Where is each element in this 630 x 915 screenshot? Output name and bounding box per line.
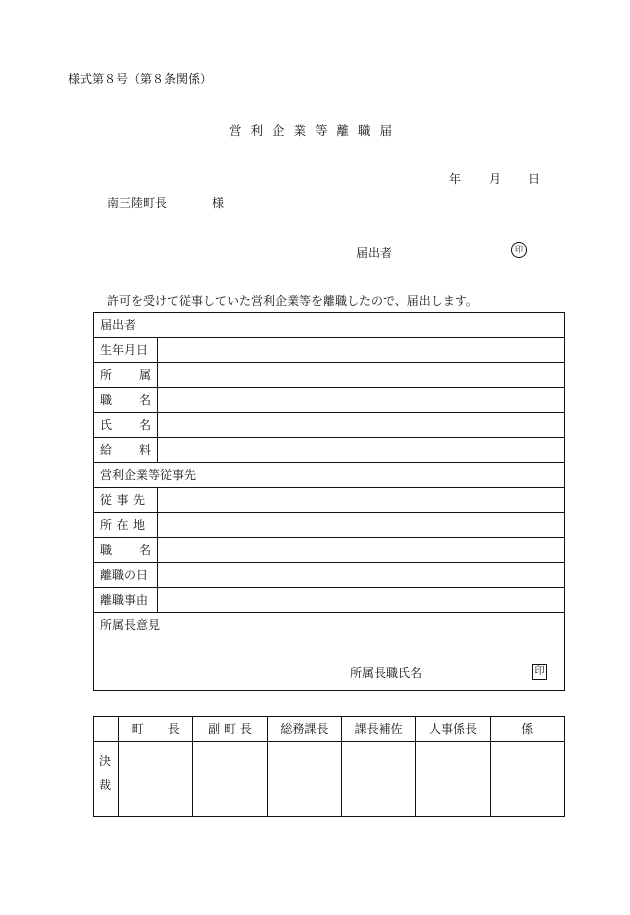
approval-column-header: 人事係長	[416, 717, 489, 742]
employer-field[interactable]	[158, 488, 564, 512]
label-char: 地	[132, 518, 145, 532]
approval-column	[416, 717, 490, 816]
table-row	[94, 488, 564, 513]
label-char: 名	[138, 418, 151, 432]
name-field[interactable]	[158, 413, 564, 437]
main-form-table	[93, 312, 565, 691]
approval-column-header: 課長補佐	[342, 717, 415, 742]
opinion-sign-label: 所属長職氏名	[350, 666, 423, 680]
opinion-label: 所属長意見	[100, 618, 161, 632]
label-char: 職	[100, 393, 113, 407]
form-number: 様式第８号（第８条関係）	[68, 72, 213, 86]
label-char: 名	[138, 543, 151, 557]
table-row	[94, 563, 564, 588]
label-char: 属	[138, 368, 151, 382]
row-label	[94, 538, 158, 562]
address-field[interactable]	[158, 513, 564, 537]
row-label	[94, 488, 158, 512]
label-char: 所	[100, 518, 113, 532]
label-char: 従	[100, 493, 113, 507]
table-row	[94, 438, 564, 463]
label-char: 職	[100, 543, 113, 557]
addressee-name: 南三陸町長	[107, 196, 168, 210]
approval-side	[94, 717, 119, 816]
salary-field[interactable]	[158, 438, 564, 462]
approval-column-header: 町 長	[119, 717, 192, 742]
approval-column-header: 副 町 長	[193, 717, 266, 742]
position-field[interactable]	[158, 388, 564, 412]
approval-side-label: 決裁	[99, 754, 112, 792]
birthdate-field[interactable]	[158, 338, 564, 362]
label-char: 先	[132, 493, 145, 507]
section-applicant: 届出者	[94, 313, 564, 338]
table-row	[94, 513, 564, 538]
approval-column	[193, 717, 267, 816]
approval-corner	[94, 717, 118, 742]
row-label	[94, 438, 158, 462]
row-label	[94, 413, 158, 437]
resignation-date-field[interactable]	[158, 563, 564, 587]
approval-column	[119, 717, 193, 816]
row-label	[94, 363, 158, 387]
table-row	[94, 338, 564, 363]
approval-column	[491, 717, 564, 816]
seal-mark: 印	[511, 242, 527, 258]
label-char: 所	[100, 368, 113, 382]
table-row	[94, 588, 564, 613]
label-char: 在	[116, 518, 129, 532]
table-row	[94, 413, 564, 438]
date-month: 月	[489, 172, 502, 186]
approval-column	[342, 717, 416, 816]
approval-column	[268, 717, 342, 816]
table-row	[94, 538, 564, 563]
label-char: 事	[116, 493, 129, 507]
label-char: 氏	[100, 418, 113, 432]
section-company: 営利企業等従事先	[94, 463, 564, 488]
addressee-honorific: 様	[212, 196, 225, 210]
table-row	[94, 388, 564, 413]
row-label	[94, 388, 158, 412]
row-label: 生年月日	[94, 338, 158, 362]
approval-column-header: 総務課長	[268, 717, 341, 742]
row-label: 離職の日	[94, 563, 158, 587]
statement-text: 許可を受けて従事していた営利企業等を離職したので、届出します。	[107, 294, 478, 308]
label-char: 料	[138, 443, 151, 457]
label-char: 名	[138, 393, 151, 407]
approval-column-header: 係	[491, 717, 564, 742]
supervisor-opinion-section	[94, 613, 564, 690]
approval-table	[93, 716, 565, 817]
resignation-reason-field[interactable]	[158, 588, 564, 612]
row-label	[94, 513, 158, 537]
date-day: 日	[528, 172, 541, 186]
document-title: 営利企業等離職届	[228, 123, 401, 138]
label-char: 給	[100, 443, 113, 457]
applicant-label: 届出者	[356, 246, 393, 260]
date-year: 年	[449, 172, 462, 186]
opinion-seal-box: 印	[532, 664, 547, 680]
company-position-field[interactable]	[158, 538, 564, 562]
row-label: 離職事由	[94, 588, 158, 612]
table-row	[94, 363, 564, 388]
department-field[interactable]	[158, 363, 564, 387]
